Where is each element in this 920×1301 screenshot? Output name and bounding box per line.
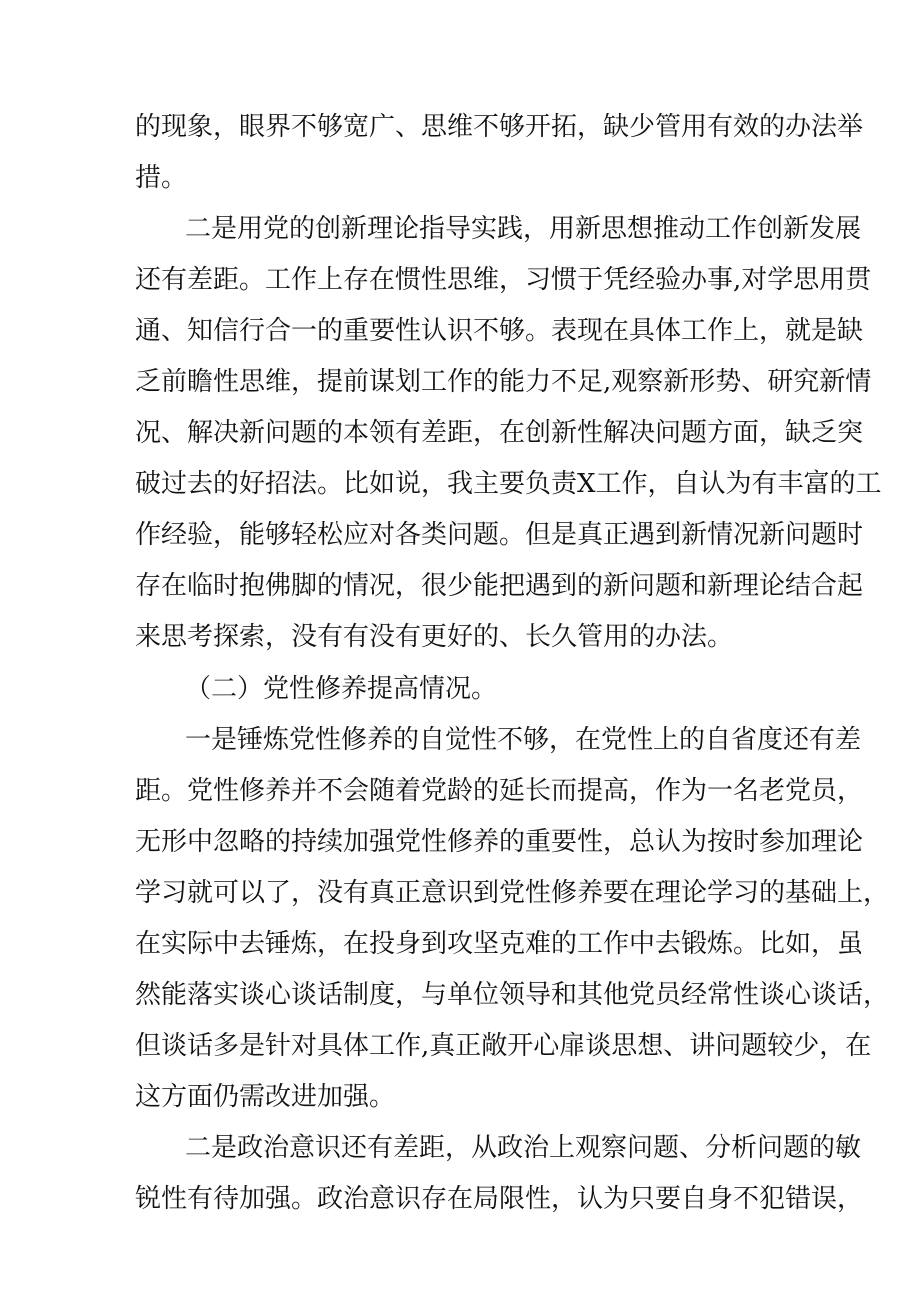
paragraph-line: 还有差距。工作上存在惯性思维，习惯于凭经验办事,对学思用贯 <box>135 265 872 295</box>
paragraph-line: 二是政治意识还有差距，从政治上观察问题、分析问题的敏 <box>185 1133 862 1163</box>
paragraph-line: 措。 <box>135 163 188 193</box>
paragraph-line: 学习就可以了，没有真正意识到党性修养要在理论学习的基础上， <box>135 878 890 908</box>
paragraph-line: 二是用党的创新理论指导实践，用新思想推动工作创新发展 <box>185 214 862 244</box>
paragraph-line: 然能落实谈心谈话制度，与单位领导和其他党员经常性谈心谈话， <box>135 980 890 1010</box>
paragraph-line: 的现象，眼界不够宽广、思维不够开拓，缺少管用有效的办法举 <box>135 112 864 142</box>
paragraph-line: 距。党性修养并不会随着党龄的延长而提高，作为一名老党员， <box>135 776 864 806</box>
paragraph-line: 况、解决新问题的本领有差距，在创新性解决问题方面，缺乏突 <box>135 418 864 448</box>
paragraph-line: 这方面仍需改进加强。 <box>135 1082 396 1112</box>
paragraph-line: 来思考探索，没有有没有更好的、长久管用的办法。 <box>135 622 734 652</box>
paragraph-line: 一是锤炼党性修养的自觉性不够，在党性上的自省度还有差 <box>185 725 862 755</box>
paragraph-line: 破过去的好招法。比如说，我主要负责X工作，自认为有丰富的工 <box>135 469 882 499</box>
paragraph-line: 存在临时抱佛脚的情况，很少能把遇到的新问题和新理论结合起 <box>135 571 864 601</box>
paragraph-line: 乏前瞻性思维，提前谋划工作的能力不足,观察新形势、研究新情 <box>135 367 872 397</box>
section-heading: （二）党性修养提高情况。 <box>185 674 498 704</box>
paragraph-line: 作经验，能够轻松应对各类问题。但是真正遇到新情况新问题时 <box>135 520 864 550</box>
paragraph-line: 通、知信行合一的重要性认识不够。表现在具体工作上，就是缺 <box>135 316 864 346</box>
paragraph-line: 但谈话多是针对具体工作,真正敞开心扉谈思想、讲问题较少，在 <box>135 1031 872 1061</box>
paragraph-line: 无形中忽略的持续加强党性修养的重要性，总认为按时参加理论 <box>135 827 864 857</box>
paragraph-line: 锐性有待加强。政治意识存在局限性，认为只要自身不犯错误， <box>135 1184 864 1214</box>
paragraph-line: 在实际中去锤炼，在投身到攻坚克难的工作中去锻炼。比如，虽 <box>135 929 864 959</box>
